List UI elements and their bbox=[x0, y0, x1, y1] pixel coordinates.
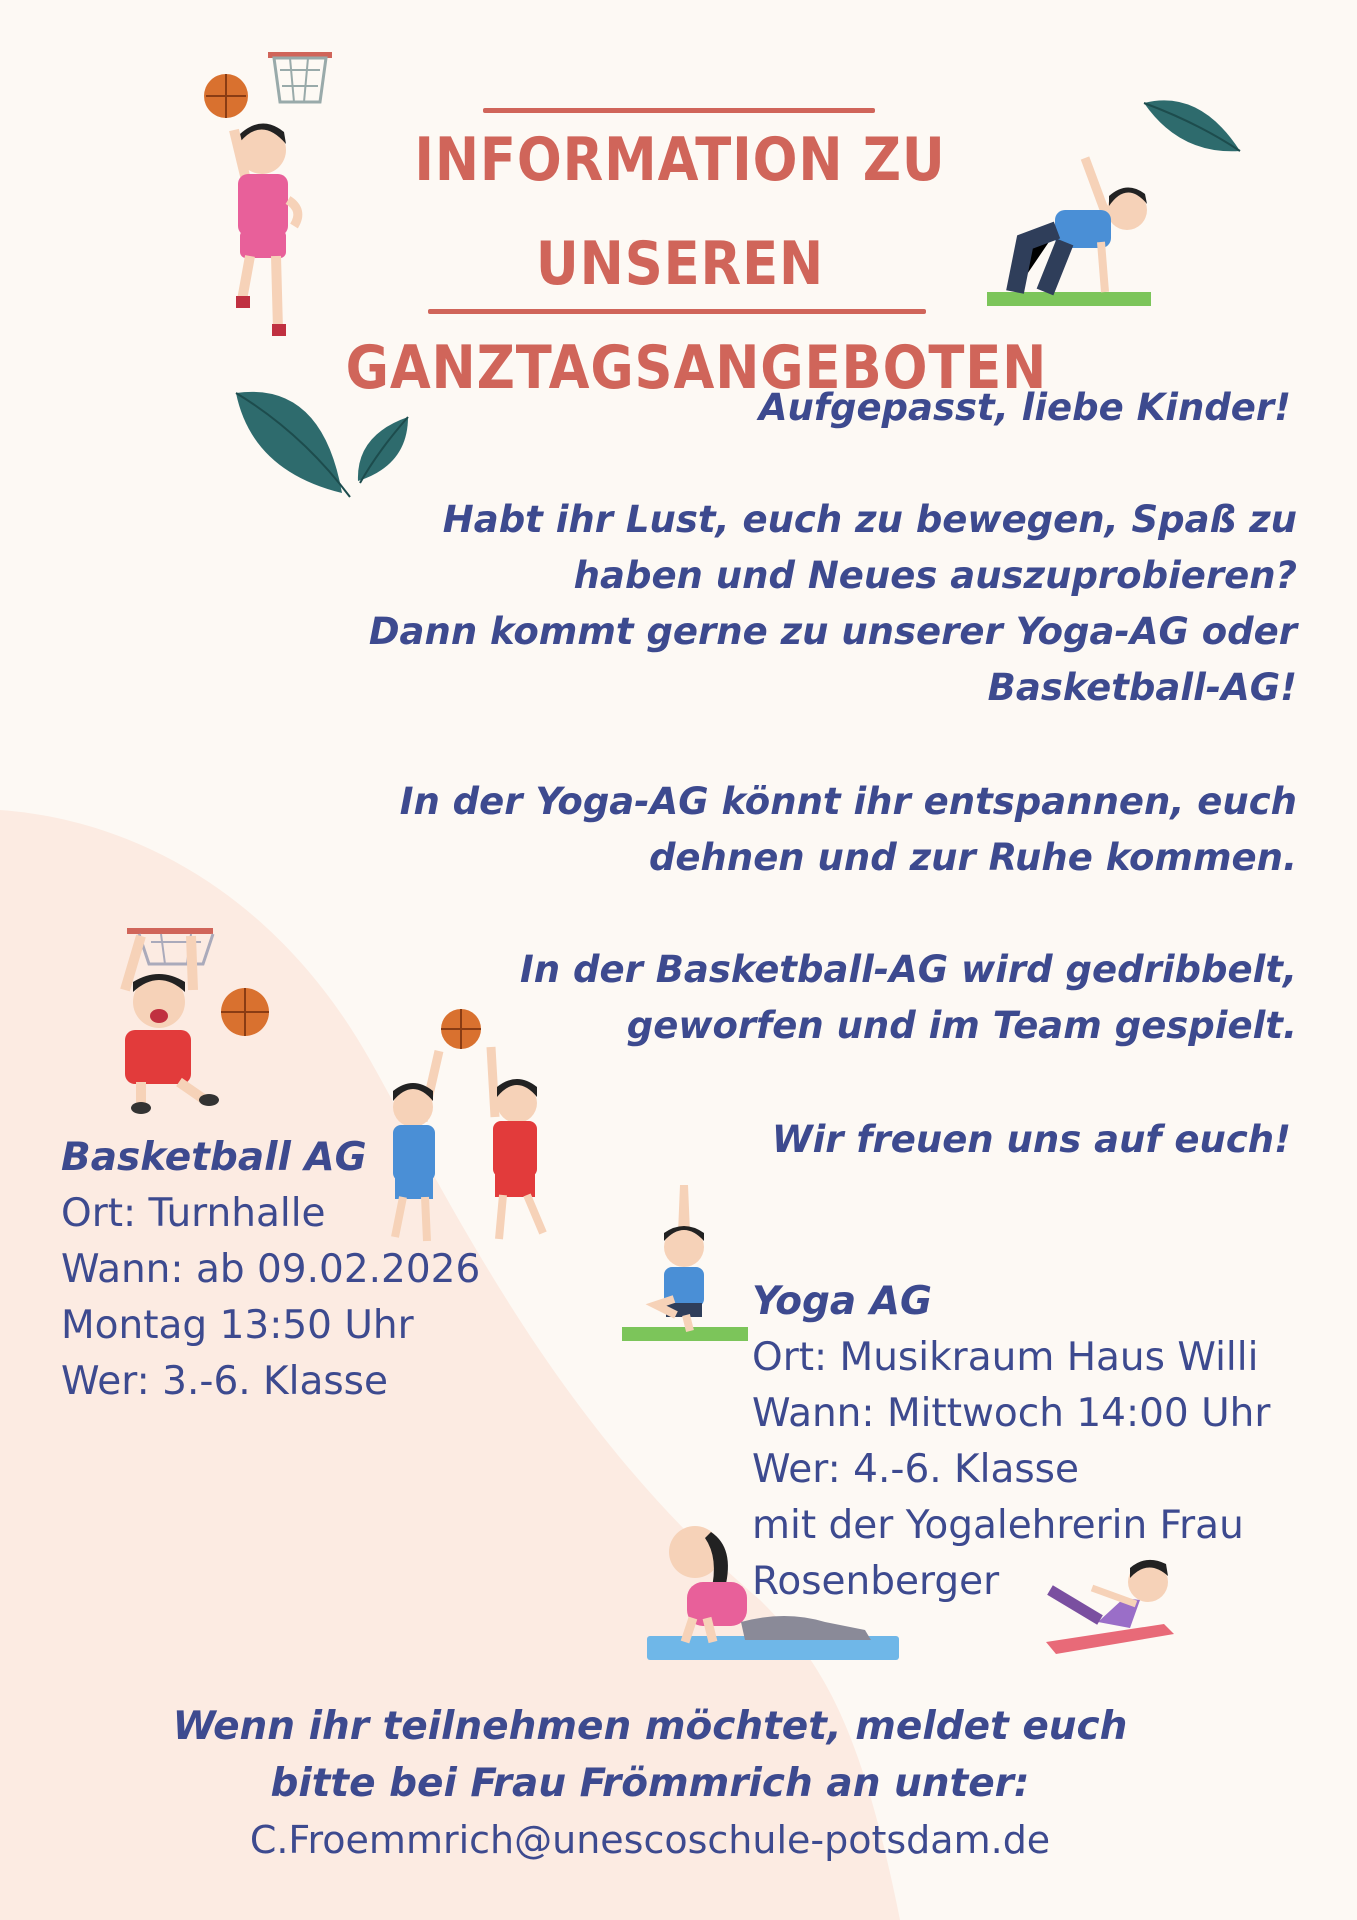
intro-basketball-line: geworfen und im Team gespielt. bbox=[626, 1004, 1297, 1047]
yoga-ag-location: Ort: Musikraum Haus Willi bbox=[752, 1335, 1259, 1380]
basketball-ag-grades: Wer: 3.-6. Klasse bbox=[61, 1359, 388, 1404]
yoga-boy-tree-icon bbox=[620, 1175, 750, 1345]
yoga-ag-teacher: mit der Yogalehrerin Frau bbox=[752, 1503, 1244, 1548]
basketball-girl-icon bbox=[196, 50, 336, 350]
intro-question-line: Basketball-AG! bbox=[987, 666, 1297, 709]
basketball-boy-dunk-icon bbox=[105, 920, 285, 1115]
intro-yoga-block bbox=[297, 774, 1297, 886]
basketball-ag-date: Wann: ab 09.02.2026 bbox=[61, 1247, 481, 1292]
intro-question-line: haben und Neues auszuprobieren? bbox=[573, 554, 1297, 597]
yoga-ag-heading: Yoga AG bbox=[752, 1279, 933, 1324]
yoga-ag-teacher-name: Rosenberger bbox=[752, 1559, 1000, 1604]
intro-greeting: Aufgepasst, liebe Kinder! bbox=[758, 386, 1291, 429]
intro-closing: Wir freuen uns auf euch! bbox=[771, 1118, 1291, 1161]
intro-greeting-block bbox=[297, 380, 1297, 436]
footer-line: bitte bei Frau Frömmrich an unter: bbox=[270, 1761, 1030, 1806]
footer-line: Wenn ihr teilnehmen möchtet, meldet euch bbox=[172, 1704, 1128, 1749]
page-title bbox=[345, 108, 1048, 420]
basketball-ag-info bbox=[61, 1130, 480, 1410]
intro-question-block bbox=[297, 492, 1297, 716]
intro-basketball-block bbox=[297, 942, 1297, 1054]
basketball-ag-location: Ort: Turnhalle bbox=[61, 1191, 326, 1236]
leaf-icon bbox=[1140, 95, 1250, 165]
contact-footer bbox=[100, 1698, 1200, 1869]
title-underline-bottom bbox=[428, 309, 926, 314]
contact-email: C.Froemmrich@unescoschule-potsdam.de bbox=[249, 1818, 1051, 1862]
intro-question-line: Habt ihr Lust, euch zu bewegen, Spaß zu bbox=[442, 498, 1297, 541]
intro-yoga-line: In der Yoga-AG könnt ihr entspannen, euch bbox=[399, 780, 1297, 823]
intro-basketball-line: In der Basketball-AG wird gedribbelt, bbox=[520, 948, 1297, 991]
basketball-ag-heading: Basketball AG bbox=[61, 1135, 367, 1180]
yoga-ag-info bbox=[752, 1274, 1270, 1610]
yoga-boy-triangle-icon bbox=[985, 150, 1155, 315]
title-line-1: INFORMATION ZU UNSEREN bbox=[414, 125, 946, 299]
intro-question-line: Dann kommt gerne zu unserer Yoga-AG oder bbox=[368, 610, 1297, 653]
basketball-ag-time: Montag 13:50 Uhr bbox=[61, 1303, 414, 1348]
yoga-ag-time: Wann: Mittwoch 14:00 Uhr bbox=[752, 1391, 1271, 1436]
title-line-2: GANZTAGSANGEBOTEN bbox=[345, 333, 1048, 403]
intro-yoga-line: dehnen und zur Ruhe kommen. bbox=[648, 836, 1297, 879]
yoga-ag-grades: Wer: 4.-6. Klasse bbox=[752, 1447, 1079, 1492]
